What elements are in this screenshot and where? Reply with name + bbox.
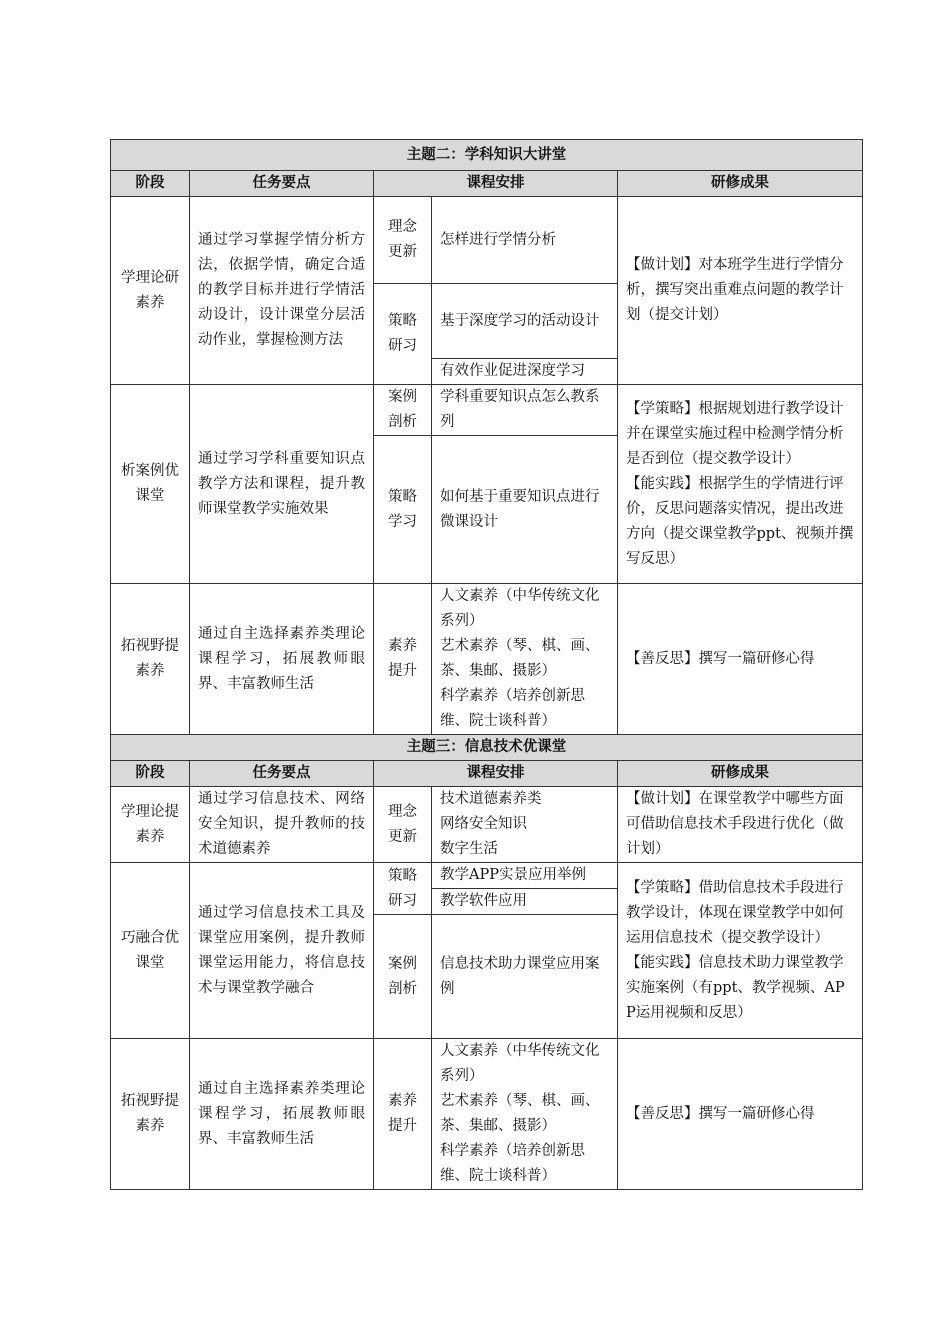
course-line: 技术道德素养类: [440, 791, 542, 807]
stage-cell: 学理论研素养: [111, 197, 190, 385]
course-line: 科学素养（培养创新思维、院士谈科普）: [440, 688, 585, 729]
course-list: [432, 584, 618, 735]
task-cell: 通过学习信息技术、网络安全知识，提升教师的技术道德素养: [190, 787, 374, 863]
outcome-cell: 【善反思】撰写一篇研修心得: [618, 584, 863, 735]
outcome-cell: 【做计划】在课堂教学中哪些方面可借助信息技术手段进行优化（做计划）: [618, 787, 863, 863]
outcome-line: 【学策略】借助信息技术手段进行教学设计，体现在课堂教学中如何运用信息技术（提交教学设计）: [626, 879, 844, 946]
header-task: 任务要点: [190, 761, 374, 787]
header-stage: 阶段: [111, 171, 190, 197]
course-line: 艺术素养（琴、棋、画、茶、集邮、摄影）: [440, 638, 600, 679]
outcome-cell: 【做计划】对本班学生进行学情分析，撰写突出重难点问题的教学计划（提交计划）: [618, 197, 863, 385]
course-cell: 教学APP实景应用举例: [432, 863, 618, 889]
course-line: 人文素养（中华传统文化系列）: [440, 1043, 600, 1084]
task-cell: 通过学习信息技术工具及课堂应用案例，提升教师课堂运用能力，将信息技术与课堂教学融合: [190, 863, 374, 1039]
outcome-cell: 【善反思】撰写一篇研修心得: [618, 1039, 863, 1190]
curriculum-table: [110, 139, 863, 1190]
category-cell: 素养提升: [374, 1039, 432, 1190]
stage-cell: 拓视野提素养: [111, 1039, 190, 1190]
task-cell: 通过学习学科重要知识点教学方法和课程，提升教师课堂教学实施效果: [190, 385, 374, 584]
course-cell: 学科重要知识点怎么教系列: [432, 385, 618, 436]
task-cell: 通过自主选择素养类理论课程学习，拓展教师眼界、丰富教师生活: [190, 584, 374, 735]
course-line: 人文素养（中华传统文化系列）: [440, 588, 600, 629]
stage-cell: 析案例优课堂: [111, 385, 190, 584]
header-stage: 阶段: [111, 761, 190, 787]
category-cell: 策略研习: [374, 284, 432, 385]
category-cell: 案例剖析: [374, 385, 432, 436]
course-line: 网络安全知识: [440, 816, 527, 832]
course-cell: 如何基于重要知识点进行微课设计: [432, 436, 618, 584]
header-course: 课程安排: [374, 171, 618, 197]
category-cell: 策略学习: [374, 436, 432, 584]
stage-cell: 学理论提素养: [111, 787, 190, 863]
outcome-cell: [618, 863, 863, 1039]
stage-cell: 巧融合优课堂: [111, 863, 190, 1039]
task-cell: 通过学习掌握学情分析方法，依据学情，确定合适的教学目标并进行学情活动设计，设计课堂分层活动作业，掌握检测方法: [190, 197, 374, 385]
category-cell: 素养提升: [374, 584, 432, 735]
course-line: 科学素养（培养创新思维、院士谈科普）: [440, 1143, 585, 1184]
course-line: 艺术素养（琴、棋、画、茶、集邮、摄影）: [440, 1093, 600, 1134]
course-cell: 基于深度学习的活动设计: [432, 284, 618, 359]
category-cell: 理念更新: [374, 197, 432, 284]
course-cell: 有效作业促进深度学习: [432, 359, 618, 385]
header-outcome: 研修成果: [618, 171, 863, 197]
course-cell: 信息技术助力课堂应用案例: [432, 915, 618, 1039]
course-list: [432, 1039, 618, 1190]
theme2-title: 主题二：学科知识大讲堂: [111, 140, 863, 171]
outcome-line: 【能实践】根据学生的学情进行评价，反思问题落实情况，提出改进方向（提交课堂教学ppt、视频并撰写反思）: [626, 475, 854, 567]
task-cell: 通过自主选择素养类理论课程学习，拓展教师眼界、丰富教师生活: [190, 1039, 374, 1190]
header-course: 课程安排: [374, 761, 618, 787]
outcome-line: 【学策略】根据规划进行教学设计并在课堂实施过程中检测学情分析是否到位（提交教学设计）: [626, 400, 844, 467]
category-cell: 理念更新: [374, 787, 432, 863]
course-cell: 教学软件应用: [432, 889, 618, 915]
course-list: [432, 787, 618, 863]
outcome-cell: [618, 385, 863, 584]
category-cell: 策略研习: [374, 863, 432, 915]
category-cell: 案例剖析: [374, 915, 432, 1039]
course-cell: 怎样进行学情分析: [432, 197, 618, 284]
outcome-line: 【能实践】信息技术助力课堂教学实施案例（有ppt、教学视频、APP运用视频和反思）: [626, 954, 845, 1021]
header-task: 任务要点: [190, 171, 374, 197]
stage-cell: 拓视野提素养: [111, 584, 190, 735]
theme3-title: 主题三：信息技术优课堂: [111, 735, 863, 761]
course-line: 数字生活: [440, 841, 498, 857]
header-outcome: 研修成果: [618, 761, 863, 787]
